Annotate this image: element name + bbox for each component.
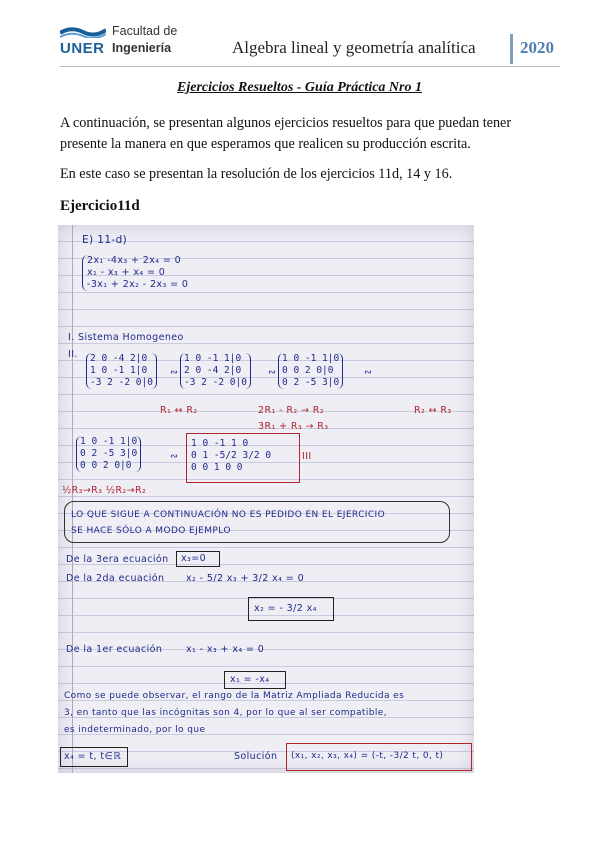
page-header (60, 22, 560, 66)
hw-exercise-label: E) 11-d) (82, 234, 128, 246)
logo-line-2: Ingeniería (112, 41, 172, 55)
logo-wave-icon (60, 24, 106, 38)
hw-eq2-box (248, 597, 334, 621)
hw-note: LO QUE SIGUE A CONTINUACIÓN NO ES PEDIDO EN EL EJERCICIO SE HACE SÓLO A MODO EJEMPLO (71, 510, 386, 536)
header-divider (510, 34, 513, 64)
hw-conclusion-2: 3, en tanto que las incógnitas son 4, por lo que al ser compatible, (64, 708, 387, 718)
hw-matrix-2: 1 0 -1 1|0 2 0 -4 2|0 -3 2 -2 0|0 (180, 353, 251, 389)
hw-roman-2: II. (68, 349, 78, 360)
hw-solution: (x₁, x₂, x₃, x₄) = (-t, -3/2 t, 0, t) (291, 751, 444, 761)
hw-conclusion-1: Como se puede observar, el rango de la Matriz Ampliada Reducida es (64, 691, 405, 701)
hw-eq3-box (176, 551, 220, 567)
hw-matrix-3: 1 0 -1 1|0 0 0 2 0|0 0 2 -5 3|0 (278, 353, 343, 389)
hw-matrix-1: 2 0 -4 2|0 1 0 -1 1|0 -3 2 -2 0|0 (86, 353, 157, 389)
course-title: Algebra lineal y geometría analítica (232, 38, 476, 57)
hw-system (82, 255, 188, 291)
handwritten-solution-photo (58, 225, 474, 773)
logo-line-1: Facultad de (112, 24, 178, 38)
hw-system-eq-3: -3x₁ + 2x₂ - 2x₃ = 0 (87, 279, 189, 290)
hw-eq1-box (224, 671, 286, 689)
hw-eq3-label: De la 3era ecuación (66, 554, 169, 565)
hw-eq2-label: De la 2da ecuación (66, 573, 165, 584)
hw-op-3: 3R₁ + R₃ → R₃ (258, 421, 329, 432)
hw-note-box (64, 501, 450, 543)
hw-op-4: R₂ ↔ R₃ (414, 405, 452, 416)
hw-matrix-4: 1 0 -1 1|0 0 2 -5 3|0 0 0 2 0|0 (76, 436, 141, 472)
header-rule (60, 66, 560, 67)
exercise-heading: Ejercicio11d (60, 198, 140, 214)
logo-short: UNER (60, 40, 105, 57)
hw-roman-1: I. Sistema Homogeneo (68, 332, 184, 343)
hw-eq1-label: De la 1er ecuación (66, 644, 163, 655)
hw-eq1-result: x₁ = -x₄ (230, 674, 270, 685)
hw-equiv-2: ∾ (268, 367, 277, 378)
hw-op-5: ½R₃→R₃ ½R₂→R₂ (62, 485, 147, 496)
hw-eq2-result: x₂ = - 3/2 x₄ (254, 603, 317, 614)
hw-solution-box (286, 743, 472, 771)
hw-system-eq-2: x₁ - x₃ + x₄ = 0 (87, 267, 166, 278)
hw-conclusion-3: es indeterminado, por lo que (64, 725, 206, 735)
hw-param: x₄ = t, t∈ℝ (64, 751, 122, 762)
hw-op-1: R₁ ↔ R₂ (160, 405, 198, 416)
scope-paragraph: En este caso se presentan la resolución de los ejercicios 11d, 14 y 16. (60, 166, 453, 182)
hw-matrix-5-box (186, 433, 300, 483)
hw-op-2: 2R₁ - R₂ → R₂ (258, 405, 324, 416)
hw-solution-label: Solución (234, 751, 278, 762)
intro-paragraph: A continuación, se presentan algunos ejercicios resueltos para que puedan tener presente la manera en que esperamos que realicen su producción escrita. (60, 115, 512, 152)
faculty-logo (60, 22, 200, 62)
hw-param-box (60, 747, 128, 767)
hw-eq1: x₁ - x₃ + x₄ = 0 (186, 644, 265, 655)
hw-roman-3: III (302, 451, 312, 462)
hw-system-eq-1: 2x₁ -4x₃ + 2x₄ = 0 (87, 255, 182, 266)
hw-equiv-1: ∾ (170, 367, 179, 378)
hw-equiv-3: ∾ (364, 367, 373, 378)
hw-equiv-4: ∾ (170, 451, 179, 462)
hw-eq2: x₂ - 5/2 x₃ + 3/2 x₄ = 0 (186, 573, 305, 584)
course-year: 2020 (520, 38, 554, 57)
document-title: Ejercicios Resueltos - Guía Práctica Nro 1 (177, 80, 422, 95)
hw-matrix-5: 1 0 -1 1 0 0 1 -5/2 3/2 0 0 0 1 0 0 (191, 438, 272, 473)
hw-eq3: x₃=0 (181, 553, 207, 564)
